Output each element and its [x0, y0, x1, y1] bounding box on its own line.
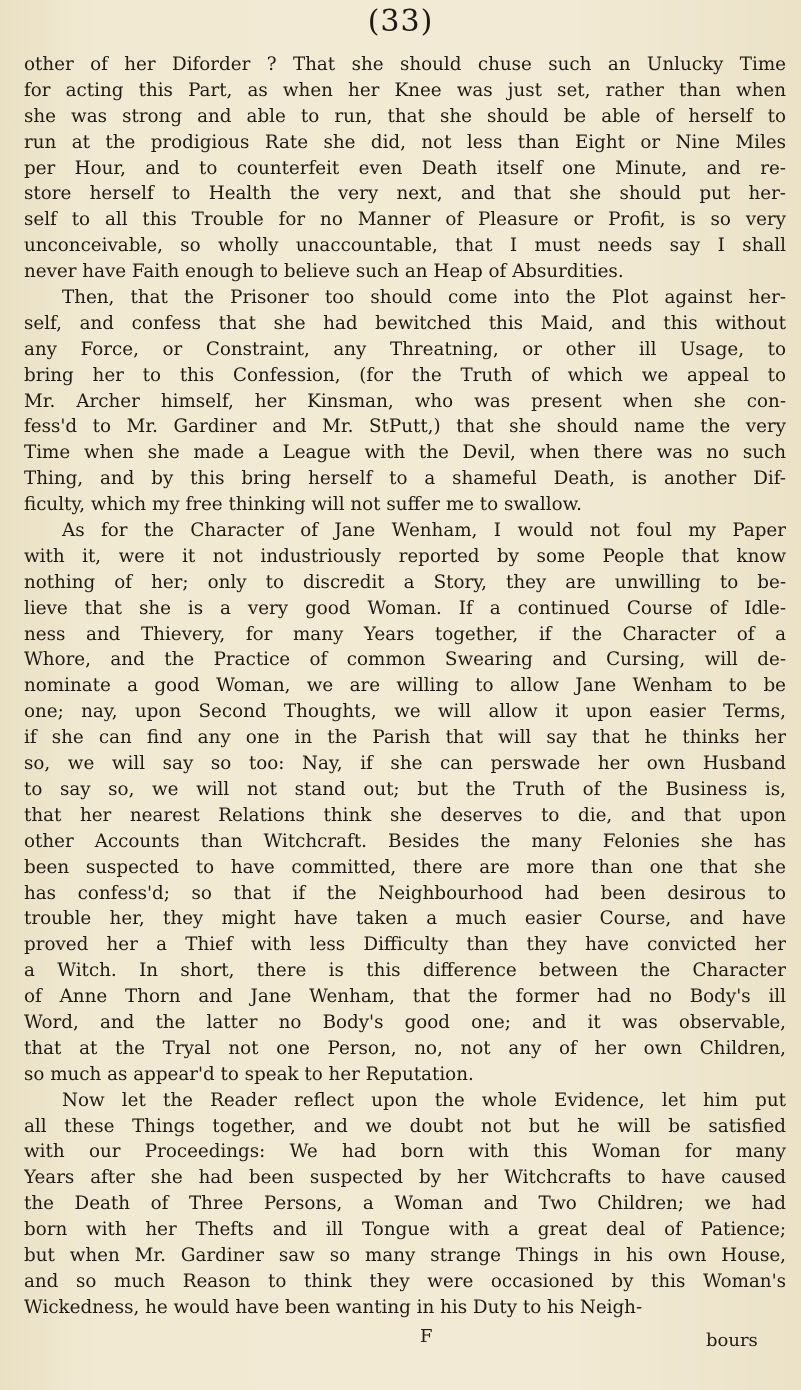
text-line: Word, and the latter no Body's good one; and it was observable,: [24, 1011, 786, 1033]
paragraph: [24, 1088, 786, 1321]
text-line: to say so, we will not stand out; but the Truth of the Business is,: [24, 778, 786, 800]
text-line: Now let the Reader reflect upon the whole Evidence, let him put: [62, 1089, 786, 1111]
body-text: [24, 52, 786, 1321]
text-line: but when Mr. Gardiner saw so many strange Things in his own House,: [24, 1244, 786, 1266]
text-line: so much as appear'd to speak to her Reputation.: [24, 1063, 474, 1085]
page-footer: [0, 1326, 801, 1356]
page-number: (33): [367, 4, 434, 39]
text-line: proved her a Thief with less Difficulty than they have convicted her: [24, 934, 786, 956]
signature-mark: F: [420, 1326, 433, 1347]
text-line: has confess'd; so that if the Neighbourhood had been desirous to: [24, 882, 786, 904]
text-line: self to all this Trouble for no Manner of Pleasure or Profit, is so very: [24, 209, 786, 231]
text-line: lieve that she is a very good Woman. If a continued Course of Idle-: [24, 597, 786, 619]
text-line: self, and confess that she had bewitched this Maid, and this without: [24, 312, 786, 334]
text-line: ness and Thievery, for many Years together, if the Character of a: [24, 623, 786, 645]
text-line: if she can find any one in the Parish that will say that he thinks her: [24, 727, 786, 749]
text-line: so, we will say so too: Nay, if she can perswade her own Husband: [24, 753, 786, 775]
text-line: for acting this Part, as when her Knee was just set, rather than when: [24, 79, 786, 101]
text-line: ficulty, which my free thinking will not suffer me to swallow.: [24, 494, 582, 516]
text-line: that her nearest Relations think she deserves to die, and that upon: [24, 804, 786, 826]
text-line: per Hour, and to counterfeit even Death itself one Minute, and re-: [24, 157, 786, 179]
text-line: one; nay, upon Second Thoughts, we will allow it upon easier Terms,: [24, 701, 786, 723]
text-line: nothing of her; only to discredit a Story, they are unwilling to be-: [24, 571, 786, 593]
text-line: Mr. Archer himself, her Kinsman, who was present when she con-: [24, 390, 786, 412]
text-line: born with her Thefts and ill Tongue with a great deal of Patience;: [24, 1219, 786, 1241]
text-line: never have Faith enough to believe such an Heap of Absurdities.: [24, 261, 624, 283]
catchword: bours: [706, 1330, 758, 1351]
text-line: trouble her, they might have taken a much easier Course, and have: [24, 908, 786, 930]
text-line: and so much Reason to think they were occasioned by this Woman's: [24, 1270, 786, 1292]
text-line: fess'd to Mr. Gardiner and Mr. StPutt,) that she should name the very: [24, 416, 786, 438]
text-line: Then, that the Prisoner too should come into the Plot against her-: [62, 287, 786, 309]
paragraph: [24, 52, 786, 285]
text-line: Time when she made a League with the Devil, when there was no such: [24, 442, 786, 464]
text-line: unconceivable, so wholly unaccountable, that I must needs say I shall: [24, 235, 786, 257]
text-line: been suspected to have committed, there are more than one that she: [24, 856, 786, 878]
text-line: of Anne Thorn and Jane Wenham, that the former had no Body's ill: [24, 986, 786, 1008]
text-line: Whore, and the Practice of common Swearing and Cursing, will de-: [24, 649, 786, 671]
text-line: bring her to this Confession, (for the Truth of which we appeal to: [24, 364, 786, 386]
text-line: run at the prodigious Rate she did, not less than Eight or Nine Miles: [24, 131, 786, 153]
text-line: Wickedness, he would have been wanting in his Duty to his Neigh-: [24, 1296, 643, 1318]
text-line: nominate a good Woman, we are willing to allow Jane Wenham to be: [24, 675, 786, 697]
text-line: with it, were it not industriously reported by some People that know: [24, 545, 786, 567]
text-line: other Accounts than Witchcraft. Besides the many Felonies she has: [24, 830, 786, 852]
text-line: she was strong and able to run, that she should be able of herself to: [24, 105, 786, 127]
paragraph: [24, 285, 786, 518]
text-line: a Witch. In short, there is this difference between the Character: [24, 960, 786, 982]
text-line: Years after she had been suspected by her Witchcrafts to have caused: [24, 1167, 786, 1189]
text-line: the Death of Three Persons, a Woman and Two Children; we had: [24, 1193, 786, 1215]
text-line: Thing, and by this bring herself to a shameful Death, is another Dif-: [24, 468, 786, 490]
text-line: store herself to Health the very next, and that she should put her-: [24, 183, 786, 205]
text-line: As for the Character of Jane Wenham, I would not foul my Paper: [62, 520, 786, 542]
text-line: with our Proceedings: We had born with this Woman for many: [24, 1141, 786, 1163]
text-line: all these Things together, and we doubt not but he will be satisfied: [24, 1115, 786, 1137]
text-line: any Force, or Constraint, any Threatning, or other ill Usage, to: [24, 338, 786, 360]
text-line: other of her Diforder ? That she should chuse such an Unlucky Time: [24, 54, 786, 75]
text-line: that at the Tryal not one Person, no, not any of her own Children,: [24, 1037, 786, 1059]
paragraph: [24, 518, 786, 1088]
